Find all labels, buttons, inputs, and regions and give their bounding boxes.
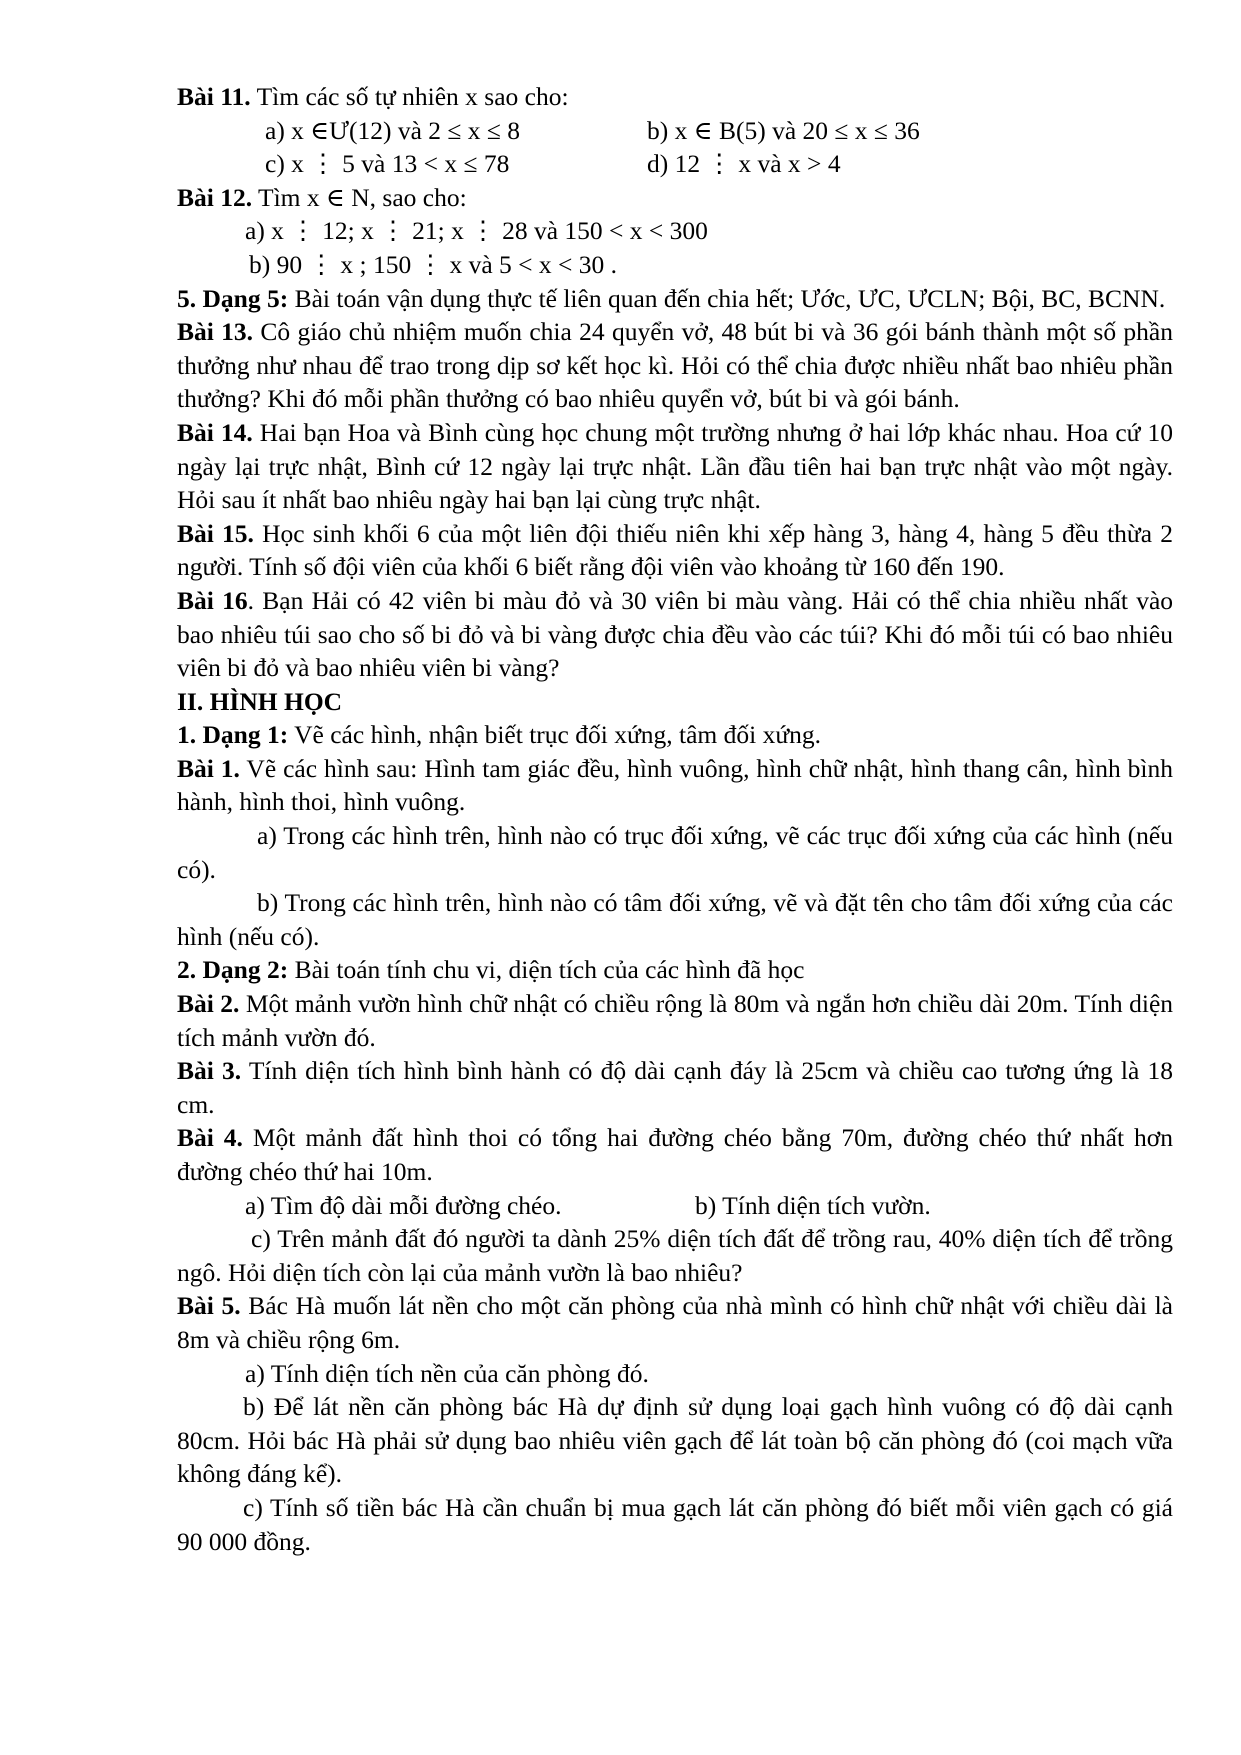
section-dang-1 — [177, 718, 1173, 752]
geometry-exercise-5-part-b: b) Để lát nền căn phòng bác Hà dự định sử dụng loại gạch hình vuông có độ dài cạnh 80cm. Hỏi bác Hà phải sử dụng bao nhiêu viên gạch để lát toàn bộ căn phòng đó (coi mạch vữa không đáng kể). — [177, 1392, 1173, 1489]
exercise-text: . Bạn Hải có 42 viên bi màu đỏ và 30 viên bi màu vàng. Hải có thể chia nhiều nhất vào bao nhiêu túi sao cho số bi đỏ và bi vàng được chia đều vào các túi? Khi đó mỗi túi có bao nhiêu viên bi đỏ và bao nhiêu viên bi vàng? — [177, 585, 1174, 683]
exercise-title: Bài 4. — [177, 1123, 243, 1153]
exercise-title: Bài 3. — [177, 1056, 242, 1086]
exercise-title: Bài 2. — [177, 989, 240, 1019]
section-title: 5. Dạng 5: — [177, 283, 289, 313]
exercise-12-heading — [177, 181, 1173, 215]
geometry-exercise-4-part-c: c) Trên mảnh đất đó người ta dành 25% diện tích đất để trồng rau, 40% diện tích để trồng ngô. Hỏi diện tích còn lại của mảnh vườn là bao nhiêu? — [177, 1224, 1173, 1287]
exercise-title: Bài 5. — [177, 1291, 241, 1321]
exercise-11-heading — [177, 80, 1173, 114]
section-text: Bài toán tính chu vi, diện tích của các hình đã học — [288, 955, 805, 985]
exercise-11-part-b: b) x ∈ B(5) và 20 ≤ x ≤ 36 — [647, 115, 920, 145]
exercise-title: Bài 14. — [177, 417, 253, 447]
chapter-title: II. HÌNH HỌC — [177, 686, 343, 716]
exercise-11-part-d: d) 12 ⋮ x và x > 4 — [647, 149, 841, 179]
exercise-text: Cô giáo chủ nhiệm muốn chia 24 quyển vở, 48 bút bi và 36 gói bánh thành một số phần thưởng như nhau để trao trong dịp sơ kết học kì. Hỏi có thể chia được nhiều nhất bao nhiêu phần thưởng? Khi đó mỗi phần thưởng có bao nhiêu quyển vở, bút bi và gói bánh. — [177, 317, 1173, 414]
section-text: Bài toán vận dụng thực tế liên quan đến chia hết; Ước, ƯC, ƯCLN; Bội, BC, BCNN. — [288, 283, 1166, 313]
geometry-exercise-4-part-a: a) Tìm độ dài mỗi đường chéo. — [245, 1190, 562, 1220]
section-dang-5 — [177, 282, 1173, 316]
exercise-11-part-a: a) x ∈Ư(12) và 2 ≤ x ≤ 8 — [265, 115, 521, 145]
exercise-text: Tìm x ∈ N, sao cho: — [252, 182, 467, 212]
geometry-exercise-1-part-b: b) Trong các hình trên, hình nào có tâm đối xứng, vẽ và đặt tên cho tâm đối xứng của các hình (nếu có). — [177, 888, 1173, 951]
exercise-title: Bài 1. — [177, 753, 240, 783]
geometry-exercise-5-part-a: a) Tính diện tích nền của căn phòng đó. — [245, 1358, 649, 1388]
exercise-title: Bài 13. — [177, 317, 254, 347]
exercise-text: Bác Hà muốn lát nền cho một căn phòng của nhà mình có hình chữ nhật với chiều dài là 8m và chiều rộng 6m. — [177, 1291, 1173, 1354]
exercise-11-part-c: c) x ⋮ 5 và 13 < x ≤ 78 — [265, 149, 510, 179]
exercise-title: Bài 15. — [177, 518, 254, 548]
geometry-exercise-2 — [177, 987, 1173, 1054]
exercise-12-part-b: b) 90 ⋮ x ; 150 ⋮ x và 5 < x < 30 . — [249, 249, 618, 279]
exercise-text: Một mảnh vườn hình chữ nhật có chiều rộng là 80m và ngắn hơn chiều dài 20m. Tính diện tích mảnh vườn đó. — [177, 989, 1174, 1052]
exercise-13 — [177, 315, 1173, 416]
chapter-heading-geometry — [177, 685, 1173, 719]
exercise-title: Bài 12. — [177, 182, 253, 212]
section-dang-2 — [177, 953, 1173, 987]
geometry-exercise-3 — [177, 1054, 1173, 1121]
exercise-16 — [177, 584, 1173, 685]
geometry-exercise-5 — [177, 1289, 1173, 1356]
exercise-text: Học sinh khối 6 của một liên đội thiếu niên khi xếp hàng 3, hàng 4, hàng 5 đều thừa 2 người. Tính số đội viên của khối 6 biết rằng đội viên vào khoảng từ 160 đến 190. — [177, 518, 1173, 582]
geometry-exercise-1 — [177, 752, 1173, 819]
geometry-exercise-4-part-b: b) Tính diện tích vườn. — [695, 1190, 931, 1220]
document-page — [177, 80, 1173, 1558]
exercise-15 — [177, 517, 1173, 584]
geometry-exercise-4-row — [177, 1189, 1173, 1223]
exercise-11-row-1 — [177, 114, 1173, 148]
geometry-exercise-4 — [177, 1121, 1173, 1188]
exercise-title: Bài 11. — [177, 82, 251, 111]
exercise-title: Bài 16 — [177, 585, 248, 615]
exercise-text: Hai bạn Hoa và Bình cùng học chung một trường nhưng ở hai lớp khác nhau. Hoa cứ 10 ngày lại trực nhật, Bình cứ 12 ngày lại trực nhật. Lần đầu tiên hai bạn trực nhật vào một ngày. Hỏi sau ít nhất bao nhiêu ngày hai bạn lại cùng trực nhật. — [177, 417, 1174, 515]
exercise-text: Tính diện tích hình bình hành có độ dài cạnh đáy là 25cm và chiều cao tương ứng là 18 cm. — [177, 1056, 1173, 1119]
exercise-text: Vẽ các hình sau: Hình tam giác đều, hình vuông, hình chữ nhật, hình thang cân, hình bình hành, hình thoi, hình vuông. — [177, 753, 1173, 817]
exercise-text: Một mảnh đất hình thoi có tổng hai đường chéo bằng 70m, đường chéo thứ nhất hơn đường chéo thứ hai 10m. — [177, 1123, 1174, 1186]
exercise-14 — [177, 416, 1173, 517]
exercise-11-row-2 — [177, 147, 1173, 181]
exercise-12-part-a: a) x ⋮ 12; x ⋮ 21; x ⋮ 28 và 150 < x < 300 — [245, 216, 708, 246]
geometry-exercise-5-part-c: c) Tính số tiền bác Hà cần chuẩn bị mua gạch lát căn phòng đó biết mỗi viên gạch có giá 90 000 đồng. — [177, 1492, 1173, 1556]
exercise-text: Tìm các số tự nhiên x sao cho: — [250, 82, 569, 111]
section-title: 1. Dạng 1: — [177, 720, 289, 750]
section-text: Vẽ các hình, nhận biết trục đối xứng, tâm đối xứng. — [288, 720, 822, 750]
geometry-exercise-1-part-a: a) Trong các hình trên, hình nào có trục đối xứng, vẽ các trục đối xứng của các hình (nếu có). — [177, 821, 1173, 884]
section-title: 2. Dạng 2: — [177, 955, 289, 985]
